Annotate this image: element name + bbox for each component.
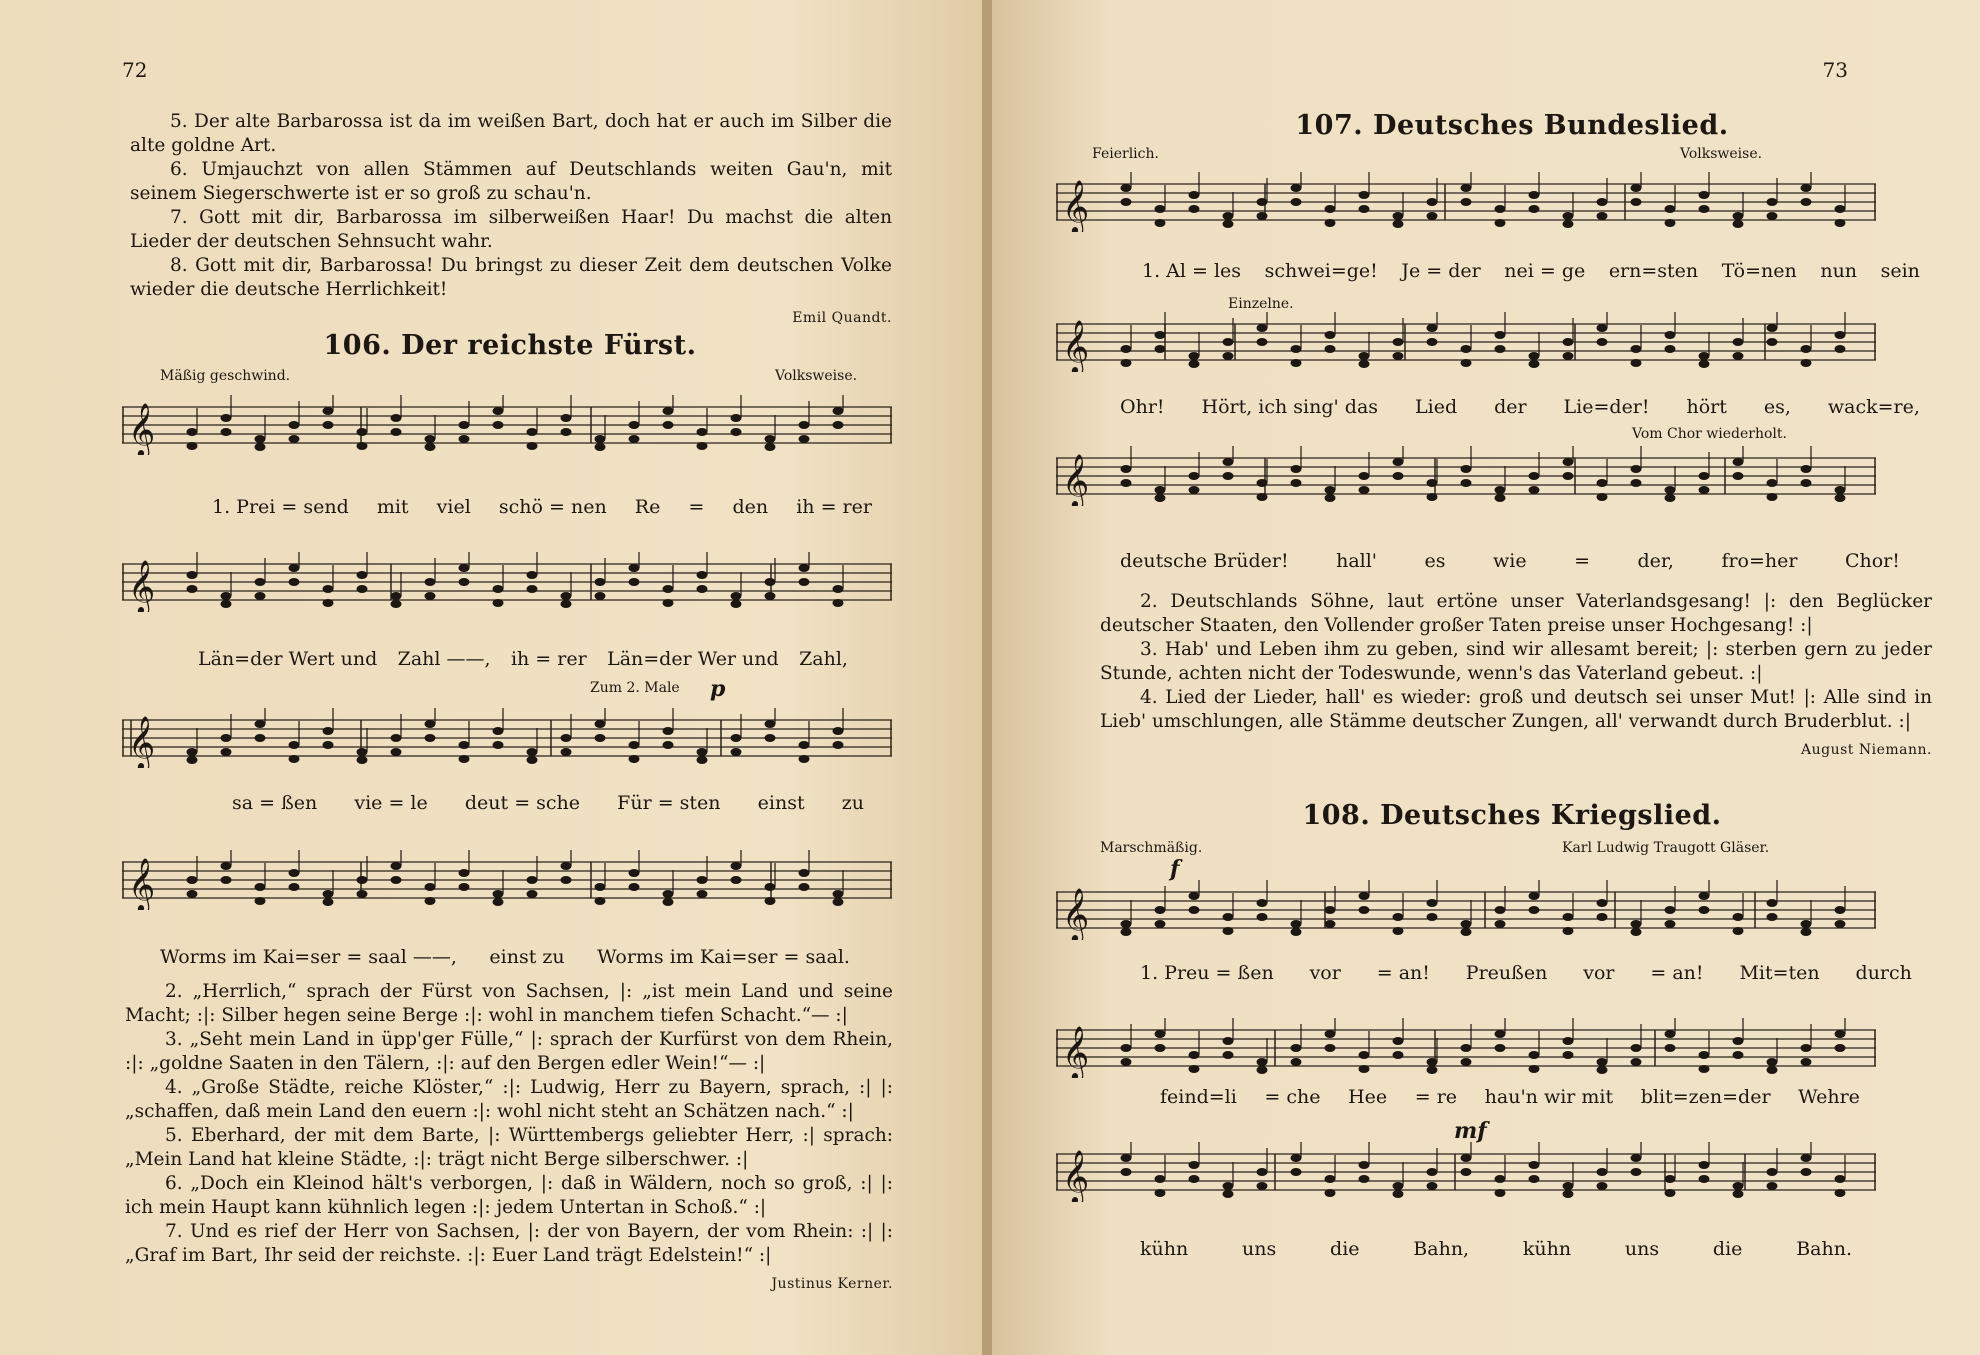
lyric: = an! <box>1650 962 1704 984</box>
lyric: Chor! <box>1844 550 1900 572</box>
melody-origin: Volksweise. <box>775 368 858 384</box>
repeat-cue: Zum 2. Male <box>590 680 680 696</box>
verse: 4. Lied der Lieder, hall' es wieder: groß und deutsch sei unser Mut! |: Alle sind in Lieb' umschlungen, alle Stämme deutscher Zungen, all' verwandt durch Bruderblut. :| <box>1100 687 1932 732</box>
lyrics-line <box>1160 1086 1860 1108</box>
lyric: nei = ge <box>1504 260 1586 282</box>
author: Emil Quandt. <box>792 310 892 326</box>
lyric: uns <box>1624 1238 1660 1260</box>
lyric: ih = rer <box>796 496 872 518</box>
verse: 7. Gott mit dir, Barbarossa im silberweißen Haar! Du machst die alten Lieder der deutschen Sehnsucht wahr. <box>130 207 892 252</box>
lyric: es, <box>1763 396 1791 418</box>
lyric: Worms im Kai=ser = saal. <box>597 946 850 968</box>
lyrics-line <box>1120 550 1900 572</box>
lyric: Bahn. <box>1796 1238 1852 1260</box>
lyric: vie = le <box>354 792 428 814</box>
lyric: einst <box>757 792 805 814</box>
lyric: Je = der <box>1401 260 1481 282</box>
lyric: = an! <box>1376 962 1430 984</box>
song-title: 108. Deutsches Kriegslied. <box>1302 800 1722 831</box>
music-staff <box>1056 312 1876 372</box>
lyric: zu <box>841 792 864 814</box>
lyric: es <box>1424 550 1446 572</box>
lyric: Bahn, <box>1413 1238 1470 1260</box>
verse: 7. Und es rief der Herr von Sachsen, |: der von Bayern, der vom Rhein: :| |: „Graf im Bart, Ihr seid der reichste. :|: Euer Land trägt Edelstein!“ :| <box>125 1221 893 1266</box>
lyric: wack=re, <box>1827 396 1920 418</box>
lyric: Zahl ——, <box>397 648 491 670</box>
page-number: 72 <box>122 58 148 82</box>
music-staff <box>1056 1142 1876 1202</box>
song-verses <box>125 980 893 1296</box>
verse: 4. „Große Städte, reiche Klöster,“ :|: Ludwig, Herr zu Bayern, sprach, :| |: „schaffen, daß mein Land den euern :|: wohl nicht steht an Schätzen nach.“ :| <box>125 1077 893 1122</box>
music-staff <box>1056 446 1876 506</box>
verse: 2. „Herrlich,“ sprach der Fürst von Sachsen, |: „ist mein Land und seine Macht; :|: Silber hegen seine Berge :|: wohl in manchem tiefen Schacht.“— :| <box>125 981 893 1026</box>
left-page <box>0 0 982 1355</box>
svg-text:𝄞: 𝄞 <box>1062 319 1090 372</box>
lyric: einst zu <box>489 946 565 968</box>
lyric: blit=zen=der <box>1640 1086 1771 1108</box>
verse: 8. Gott mit dir, Barbarossa! Du bringst zu dieser Zeit dem deutschen Volke wieder die deutsche Herrlichkeit! <box>130 255 892 300</box>
tempo-marking: Mäßig geschwind. <box>160 368 291 384</box>
lyric: wie <box>1493 550 1527 572</box>
svg-text:𝄞: 𝄞 <box>128 402 156 455</box>
lyric: deut = sche <box>464 792 581 814</box>
verse: 3. „Seht mein Land in üpp'ger Fülle,“ |: sprach der Kurfürst von dem Rhein, :|: „goldne Saaten in den Tälern, :|: auf den Bergen edler Wein!“— :| <box>125 1029 893 1074</box>
lyric: feind=li <box>1160 1086 1237 1108</box>
lyric: Re <box>634 496 661 518</box>
lyric: Für = sten <box>617 792 721 814</box>
svg-text:𝄞: 𝄞 <box>1062 887 1090 940</box>
svg-text:𝄞: 𝄞 <box>1062 179 1090 232</box>
lyrics-line <box>1140 1238 1852 1260</box>
lyric: Zahl, <box>799 648 848 670</box>
lyrics-line <box>1142 260 1920 282</box>
chorus-cue: Vom Chor wiederholt. <box>1632 426 1787 442</box>
lyric: Tö=nen <box>1721 260 1797 282</box>
lyric: viel <box>436 496 471 518</box>
lyrics-line <box>1140 962 1912 984</box>
dynamic-marking: f <box>1170 856 1180 882</box>
lyric: der <box>1494 396 1527 418</box>
lyric: hau'n wir mit <box>1484 1086 1614 1108</box>
lyric: sein <box>1880 260 1920 282</box>
music-staff <box>122 552 892 612</box>
lyric: Ohr! <box>1120 396 1165 418</box>
lyric: die <box>1330 1238 1360 1260</box>
continued-verses <box>130 110 892 330</box>
music-staff <box>1056 172 1876 232</box>
melody-origin: Karl Ludwig Traugott Gläser. <box>1562 840 1770 856</box>
page-number: 73 <box>1822 58 1848 82</box>
lyric: ih = rer <box>510 648 587 670</box>
lyric: = <box>688 496 705 518</box>
lyric: hört <box>1686 396 1727 418</box>
author: August Niemann. <box>1801 742 1932 758</box>
song-title: 106. Der reichste Fürst. <box>323 330 697 361</box>
lyric: deutsche Brüder! <box>1120 550 1289 572</box>
verse: 5. Eberhard, der mit dem Barte, |: Württembergs geliebter Herr, :| sprach: „Mein Land hat kleine Städte, :|: trägt nicht Berge silberschwer. :| <box>125 1125 893 1170</box>
author: Justinus Kerner. <box>771 1276 893 1292</box>
lyric: 1. Al = les <box>1142 260 1242 282</box>
lyric: = <box>1574 550 1591 572</box>
solo-cue: Einzelne. <box>1228 296 1294 312</box>
lyric: kühn <box>1522 1238 1572 1260</box>
right-page <box>992 0 1980 1355</box>
svg-text:𝄞: 𝄞 <box>1062 453 1090 506</box>
lyric: fro=her <box>1721 550 1798 572</box>
lyric: Lie=der! <box>1563 396 1650 418</box>
lyric: der, <box>1637 550 1674 572</box>
lyric: 1. Prei = send <box>212 496 349 518</box>
lyric: = che <box>1264 1086 1321 1108</box>
verse: 3. Hab' und Leben ihm zu geben, sind wir allesamt bereit; |: sterben gern zu jeder Stunde, achten nicht der Todeswunde, wenn's das Vaterland gebeut. :| <box>1100 639 1932 684</box>
lyric: Hört, ich sing' das <box>1201 396 1379 418</box>
lyric: nun <box>1820 260 1858 282</box>
lyric: die <box>1712 1238 1743 1260</box>
music-staff <box>1056 1018 1876 1078</box>
verse: 6. Umjauchzt von allen Stämmen auf Deutschlands weiten Gau'n, mit seinem Siegerschwerte ist er so groß zu schau'n. <box>130 159 892 204</box>
melody-origin: Volksweise. <box>1680 146 1763 162</box>
lyric: Län=der Wer und <box>607 648 779 670</box>
svg-text:𝄞: 𝄞 <box>128 559 156 612</box>
tempo-marking: Feierlich. <box>1092 146 1159 162</box>
music-staff <box>1056 880 1876 940</box>
music-staff <box>122 708 892 768</box>
lyric: Lied <box>1415 396 1458 418</box>
lyric: schwei=ge! <box>1264 260 1378 282</box>
lyric: vor <box>1583 962 1615 984</box>
lyric: 1. Preu = ßen <box>1140 962 1274 984</box>
lyric: sa = ßen <box>232 792 318 814</box>
svg-text:𝄞: 𝄞 <box>128 857 156 910</box>
svg-text:𝄞: 𝄞 <box>1062 1149 1090 1202</box>
lyric: ern=sten <box>1608 260 1699 282</box>
lyric: Län=der Wert und <box>198 648 378 670</box>
svg-text:𝄞: 𝄞 <box>1062 1025 1090 1078</box>
lyric: Hee <box>1348 1086 1388 1108</box>
verse: 2. Deutschlands Söhne, laut ertöne unser Vaterlandsgesang! |: den Beglücker deutscher Staaten, den Vollender großer Taten preise unser Hochgesang! :| <box>1100 591 1932 636</box>
tempo-marking: Marschmäßig. <box>1100 840 1203 856</box>
lyric: uns <box>1242 1238 1277 1260</box>
song-title: 107. Deutsches Bundeslied. <box>1295 110 1729 141</box>
svg-text:𝄞: 𝄞 <box>128 715 156 768</box>
dynamic-marking: mf <box>1454 1118 1487 1144</box>
song-verses <box>1100 590 1932 762</box>
music-staff <box>122 395 892 455</box>
dynamic-marking: p <box>710 676 726 702</box>
lyric: vor <box>1309 962 1341 984</box>
lyrics-line <box>212 496 872 518</box>
lyrics-line <box>232 792 864 814</box>
lyric: schö = nen <box>498 496 607 518</box>
lyric: Mit=ten <box>1739 962 1820 984</box>
verse: 6. „Doch ein Kleinod hält's verborgen, |: daß in Wäldern, noch so groß, :| |: ich mein Haupt kann kühnlich legen :|: jedem Untertan in Schoß.“ :| <box>125 1173 893 1218</box>
book-gutter <box>982 0 992 1355</box>
lyric: mit <box>376 496 409 518</box>
lyric: kühn <box>1140 1238 1189 1260</box>
lyric: Worms im Kai=ser = saal ——, <box>160 946 457 968</box>
lyric: Wehre <box>1798 1086 1860 1108</box>
lyric: Preußen <box>1465 962 1548 984</box>
lyrics-line <box>160 946 850 968</box>
lyric: durch <box>1855 962 1912 984</box>
lyric: den <box>732 496 769 518</box>
lyric: = re <box>1414 1086 1458 1108</box>
lyric: hall' <box>1336 550 1378 572</box>
verse: 5. Der alte Barbarossa ist da im weißen Bart, doch hat er auch im Silber die alte goldne Art. <box>130 111 892 156</box>
lyrics-line <box>198 648 848 670</box>
lyrics-line <box>1120 396 1920 418</box>
music-staff <box>122 850 892 910</box>
